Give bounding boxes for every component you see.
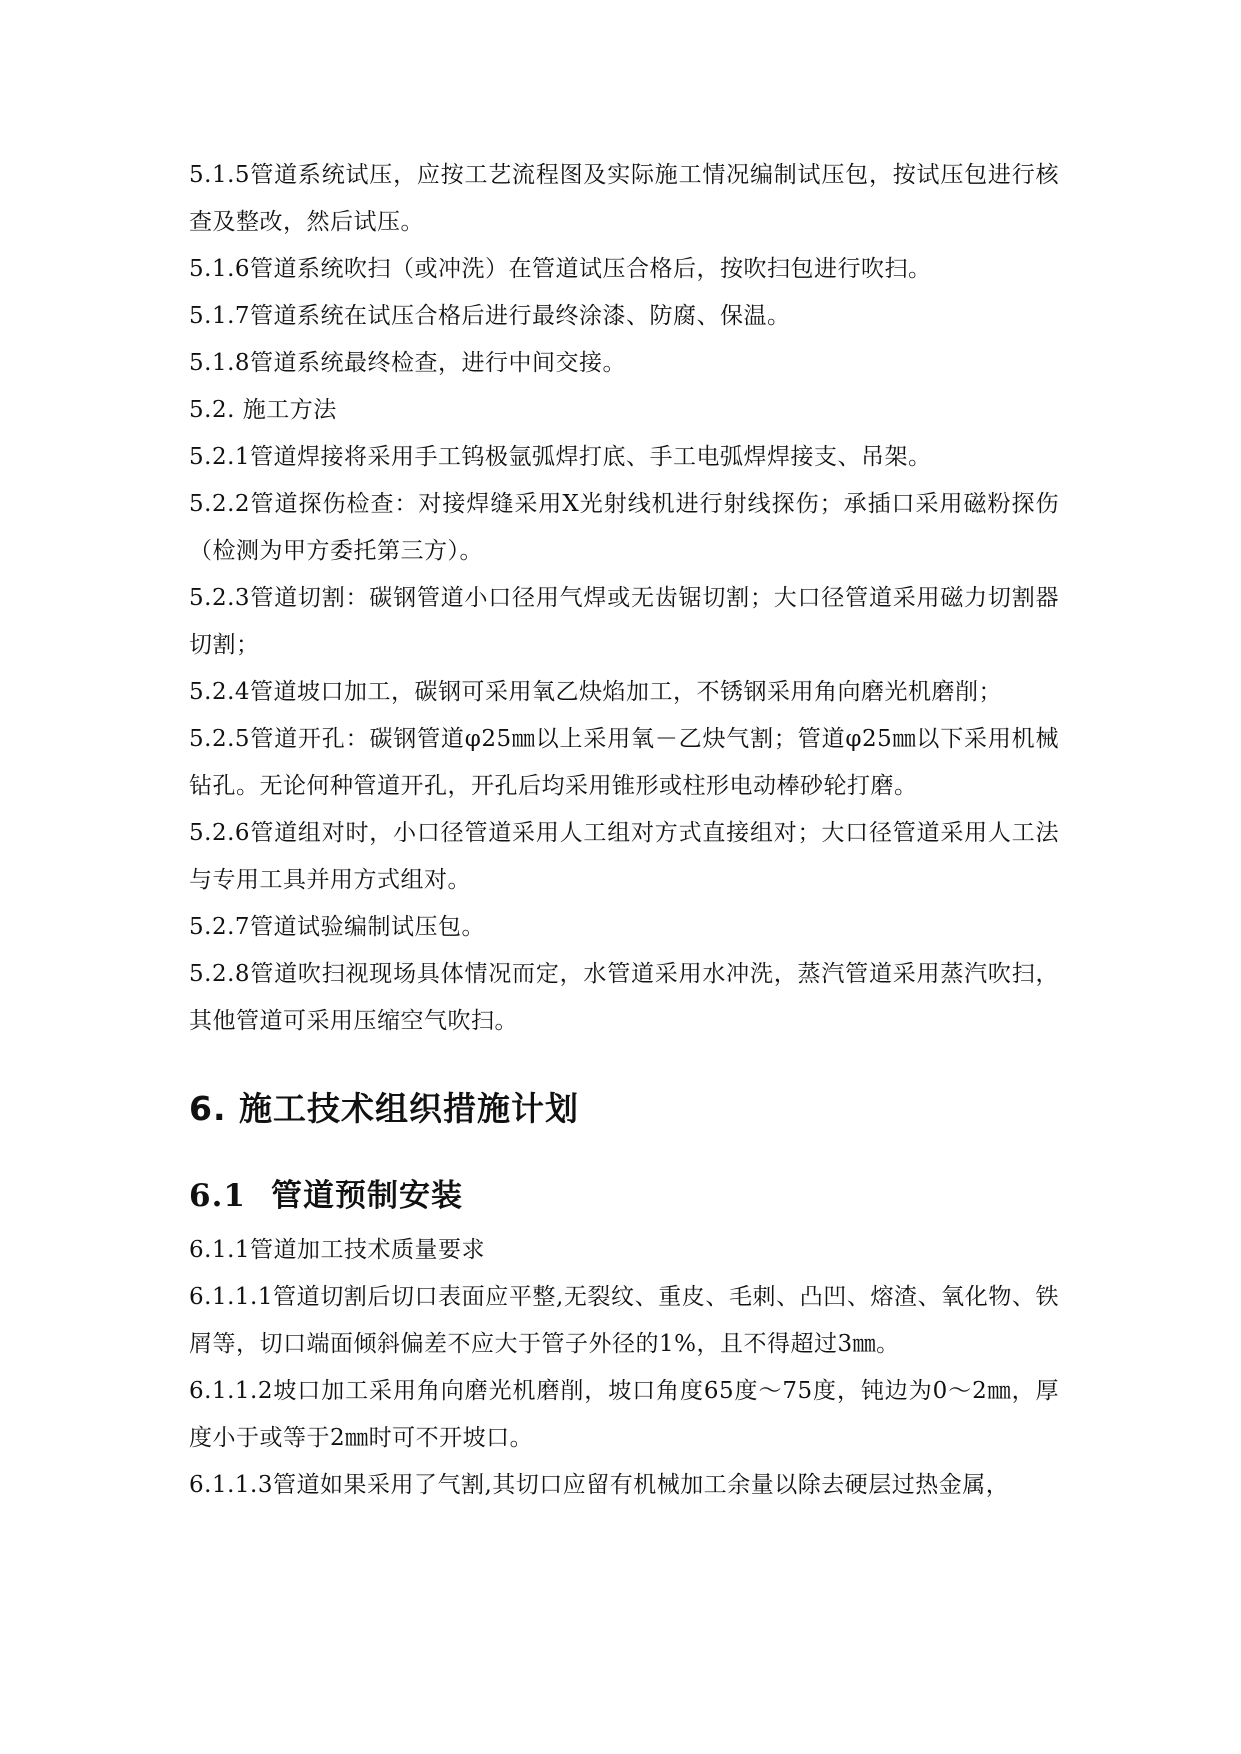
paragraph-5-2-6: 5.2.6管道组对时，小口径管道采用人工组对方式直接组对；大口径管道采用人工法与专用工具并用方式组对。 <box>189 820 1059 893</box>
paragraph-5-2-1: 5.2.1管道焊接将采用手工钨极氩弧焊打底、手工电弧焊焊接支、吊架。 <box>189 444 932 470</box>
subsection-6-1-number: 6.1 <box>189 1178 246 1214</box>
paragraph-5-2-4: 5.2.4管道坡口加工，碳钢可采用氧乙炔焰加工，不锈钢采用角向磨光机磨削； <box>189 679 1003 705</box>
paragraph-5-2-8: 5.2.8管道吹扫视现场具体情况而定，水管道采用水冲洗，蒸汽管道采用蒸汽吹扫，其他管道可采用压缩空气吹扫。 <box>189 961 1059 1034</box>
paragraph-5-2-3: 5.2.3管道切割：碳钢管道小口径用气焊或无齿锯切割；大口径管道采用磁力切割器切割； <box>189 585 1059 658</box>
heading-5-2: 5.2. 施工方法 <box>189 397 337 423</box>
page-content <box>189 152 1059 1509</box>
paragraph-5-2-2: 5.2.2管道探伤检查：对接焊缝采用X光射线机进行射线探伤；承插口采用磁粉探伤（检测为甲方委托第三方）。 <box>189 491 1059 564</box>
subsection-6-1-heading <box>189 1177 1059 1215</box>
paragraph-6-1-1-1: 6.1.1.1管道切割后切口表面应平整,无裂纹、重皮、毛刺、凸凹、熔渣、氧化物、铁屑等，切口端面倾斜偏差不应大于管子外径的1%，且不得超过3㎜。 <box>189 1284 1059 1357</box>
paragraph-6-1-1-2: 6.1.1.2坡口加工采用角向磨光机磨削，坡口角度65度～75度，钝边为0～2㎜，厚度小于或等于2㎜时可不开坡口。 <box>189 1378 1059 1451</box>
subsection-6-1-title: 管道预制安装 <box>271 1178 463 1214</box>
paragraph-5-1-8: 5.1.8管道系统最终检查，进行中间交接。 <box>189 350 627 376</box>
paragraph-5-1-6: 5.1.6管道系统吹扫（或冲洗）在管道试压合格后，按吹扫包进行吹扫。 <box>189 256 932 282</box>
section-6-heading: 6. 施工技术组织措施计划 <box>189 1089 579 1128</box>
paragraph-6-1-1-3: 6.1.1.3管道如果采用了气割,其切口应留有机械加工余量以除去硬层过热金属， <box>189 1472 1010 1498</box>
paragraph-6-1-1: 6.1.1管道加工技术质量要求 <box>189 1237 486 1263</box>
paragraph-5-1-7: 5.1.7管道系统在试压合格后进行最终涂漆、防腐、保温。 <box>189 303 791 329</box>
paragraph-5-2-5: 5.2.5管道开孔：碳钢管道φ25㎜以上采用氧－乙炔气割；管道φ25㎜以下采用机械钻孔。无论何种管道开孔，开孔后均采用锥形或柱形电动棒砂轮打磨。 <box>189 726 1059 799</box>
paragraph-5-1-5: 5.1.5管道系统试压，应按工艺流程图及实际施工情况编制试压包，按试压包进行核查及整改，然后试压。 <box>189 162 1059 235</box>
paragraph-5-2-7: 5.2.7管道试验编制试压包。 <box>189 914 486 940</box>
